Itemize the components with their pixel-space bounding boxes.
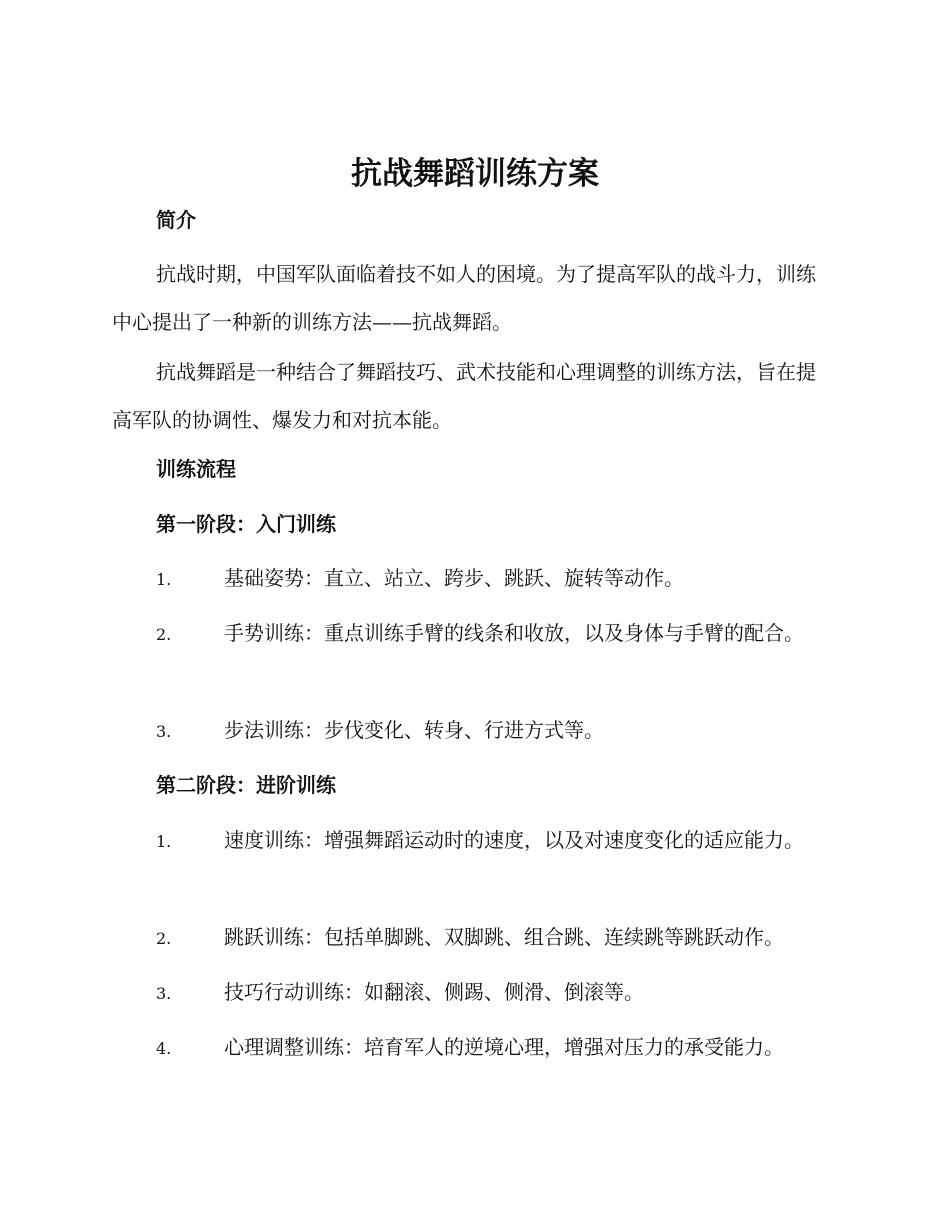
list-item-text: 基础姿势：直立、站立、跨步、跳跃、旋转等动作。 xyxy=(224,566,684,590)
list-item-number: 1. xyxy=(156,570,172,589)
list-item-number: 3. xyxy=(156,984,172,1003)
stage2-list-item xyxy=(112,968,832,1018)
list-item-text: 心理调整训练：培育军人的逆境心理，增强对压力的承受能力。 xyxy=(224,1035,784,1059)
list-item-text: 步法训练：步伐变化、转身、行进方式等。 xyxy=(224,718,604,742)
stage2-list-item xyxy=(112,913,832,963)
intro-paragraph-2: 抗战舞蹈是一种结合了舞蹈技巧、武术技能和心理调整的训练方法，旨在提高军队的协调性、爆发力和对抗本能。 xyxy=(112,360,816,432)
stage1-list-item xyxy=(112,706,832,756)
list-item-number: 1. xyxy=(156,832,172,851)
list-item-number: 3. xyxy=(156,722,172,741)
list-item-text: 技巧行动训练：如翻滚、侧踢、侧滑、倒滚等。 xyxy=(224,980,644,1004)
stage2-list-item xyxy=(112,816,832,866)
list-item-text: 速度训练：增强舞蹈运动时的速度，以及对速度变化的适应能力。 xyxy=(224,828,804,852)
stage1-list-item xyxy=(112,609,832,659)
intro-heading: 简介 xyxy=(156,208,196,232)
stage1-list-item xyxy=(112,554,832,604)
list-item-number: 4. xyxy=(156,1039,172,1058)
list-item-text: 手势训练：重点训练手臂的线条和收放，以及身体与手臂的配合。 xyxy=(224,621,804,645)
intro-paragraph-1: 抗战时期，中国军队面临着技不如人的困境。为了提高军队的战斗力，训练中心提出了一种新的训练方法——抗战舞蹈。 xyxy=(112,262,816,334)
stage2-heading: 第二阶段：进阶训练 xyxy=(156,773,336,797)
process-heading: 训练流程 xyxy=(156,457,236,481)
list-item-text: 跳跃训练：包括单脚跳、双脚跳、组合跳、连续跳等跳跃动作。 xyxy=(224,925,784,949)
list-item-number: 2. xyxy=(156,929,172,948)
stage1-heading: 第一阶段：入门训练 xyxy=(156,512,336,536)
list-item-number: 2. xyxy=(156,625,172,644)
document-title: 抗战舞蹈训练方案 xyxy=(351,156,599,192)
stage2-list-item xyxy=(112,1023,832,1073)
